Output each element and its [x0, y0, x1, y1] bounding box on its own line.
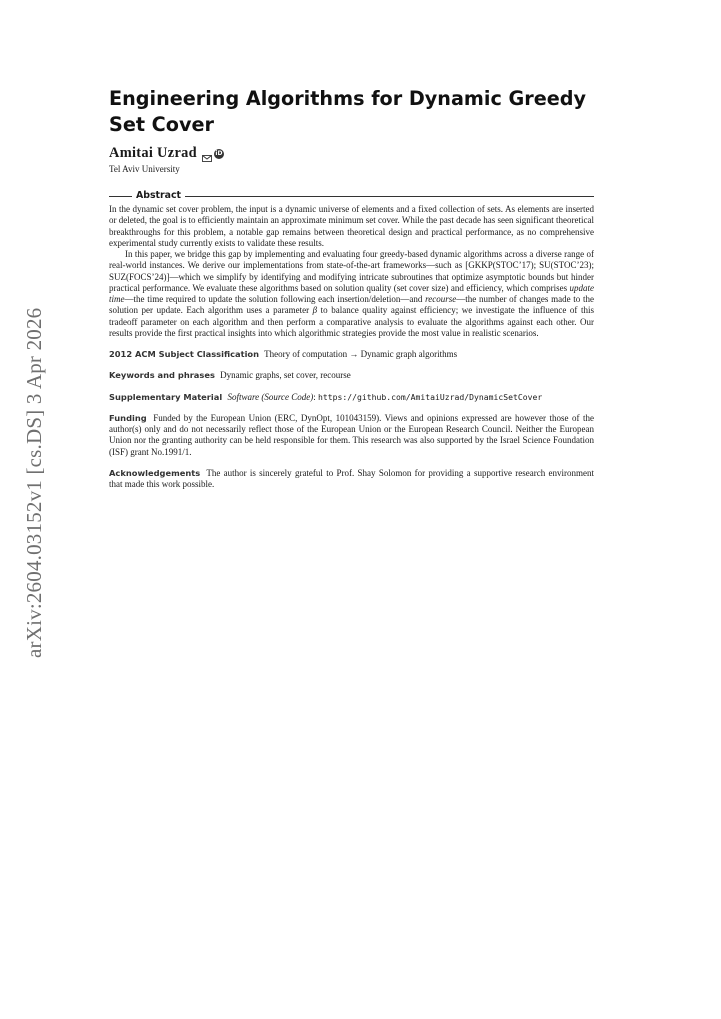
- acm-text: Theory of computation → Dynamic graph algorithms: [264, 349, 458, 359]
- author-affiliation: Tel Aviv University: [109, 164, 180, 174]
- funding-label: Funding: [109, 412, 147, 423]
- funding-text: Funded by the European Union (ERC, DynOpt, 101043159). Views and opinions expressed are however those of the author(s) only and do not necessarily reflect those of the European Union or the European Research Council. Neither the European Union nor the granting authority can be held responsible for them. This research was also supported by the Israel Science Foundation (ISF) grant No.1991/1.: [109, 412, 595, 457]
- acm-classification: [109, 349, 594, 360]
- supplementary-label: Supplementary Material: [109, 391, 223, 402]
- keywords-label: Keywords and phrases: [109, 370, 215, 381]
- source-code-link[interactable]: https://github.com/AmitaiUzrad/DynamicSetCover: [318, 391, 543, 402]
- keywords-text: Dynamic graphs, set cover, recourse: [220, 370, 351, 381]
- acknowledgements: [109, 468, 594, 491]
- arxiv-stamp: arXiv:2604.03152v1 [cs.DS] 3 Apr 2026: [22, 307, 46, 658]
- abstract-text: —the time required to update the solution following each insertion/deletion—and: [124, 294, 426, 304]
- abstract-rule-right: [185, 196, 594, 197]
- supplementary-kind: Software (Source Code): [227, 391, 314, 402]
- abstract-text: —the number of changes made to the solution per update. Each algorithm uses a parameter: [109, 294, 594, 316]
- paper-title: Engineering Algorithms for Dynamic Greedy Set Cover: [109, 87, 587, 136]
- supplementary-material: [109, 392, 594, 403]
- term-recourse: recourse: [425, 294, 457, 304]
- abstract-paragraph-2: [109, 249, 594, 339]
- author-name: Amitai Uzrad: [109, 145, 197, 161]
- supplementary-colon: :: [313, 391, 319, 402]
- author-line: [109, 145, 594, 162]
- orcid-icon[interactable]: iD: [215, 149, 223, 157]
- acm-label: 2012 ACM Subject Classification: [109, 349, 260, 359]
- abstract-text: In this paper, we bridge this gap by implementing and evaluating four greedy-based dynamic algorithms across a diverse range of real-world instances. We derive our implementations from state-of-the-art frameworks—such as [GKKP(STOC’17); SU(STOC’23); SUZ(FOCS’24)]—which we simplify by identifying and modifying intricate subroutines that optimize asymptotic bounds but hinder practical performance. We evaluate these algorithms based on solution quality (set cover size) and efficiency, which comprises: [109, 249, 594, 293]
- abstract-rule-left: [109, 196, 132, 197]
- funding: [109, 413, 594, 458]
- beta-symbol: β: [312, 305, 318, 316]
- mail-icon[interactable]: [202, 150, 212, 157]
- abstract-heading: Abstract: [136, 190, 182, 201]
- term-update-time: update time: [109, 282, 594, 304]
- abstract-header: [109, 190, 594, 202]
- acknowledgements-text: The author is sincerely grateful to Prof. Shay Solomon for providing a supportive research environment that made this work possible.: [109, 467, 594, 489]
- front-matter: [109, 86, 594, 490]
- abstract-text: to balance quality against efficiency; we investigate the influence of this tradeoff parameter on each algorithm and then perform a comparative analysis to evaluate the algorithms against each other. Our results provide the first practical insights into which algorithmic strategies provide the most value in realistic scenarios.: [109, 305, 594, 338]
- abstract-paragraph-1: In the dynamic set cover problem, the input is a dynamic universe of elements and a fixed collection of sets. As elements are inserted or deleted, the goal is to efficiently maintain an approximate minimum set cover. While the past decade has seen significant theoretical breakthroughs for this problem, a notable gap remains between theoretical design and practical performance, as no comprehensive experimental study currently exists to validate these results.: [109, 204, 595, 248]
- keywords: [109, 370, 594, 381]
- acknowledgements-label: Acknowledgements: [109, 467, 201, 478]
